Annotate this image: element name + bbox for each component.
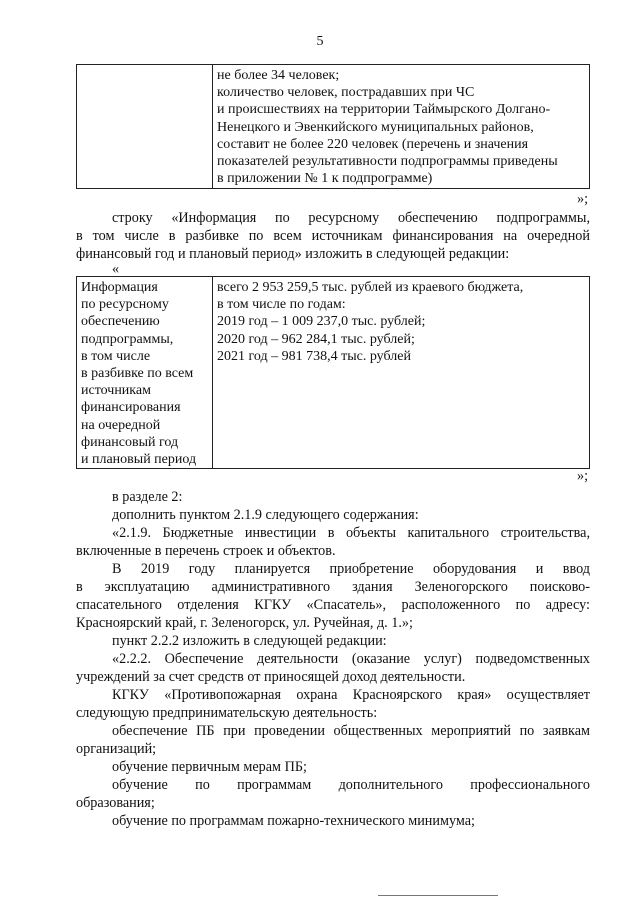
scan-artifact-line	[378, 895, 498, 896]
kgku-line-1: КГКУ «Противопожарная охрана Красноярского края» осуществляет	[112, 687, 590, 703]
table-line: в разбивке по всем	[81, 366, 194, 382]
table-line: по ресурсному	[81, 297, 169, 313]
table-line: Ненецкого и Эвенкийского муниципальных районов,	[217, 119, 534, 135]
table-line: источникам	[81, 383, 151, 399]
item-219-line-2: включенные в перечень строек и объектов.	[76, 543, 336, 559]
kgku-line-2: следующую предпринимательскую деятельность:	[76, 705, 378, 721]
table-line: подпрограммы,	[81, 331, 174, 347]
table-line: количество человек, пострадавших при ЧС	[217, 85, 475, 101]
indicators-right-cell	[213, 65, 590, 189]
pb-line-1: обеспечение ПБ при проведении общественных мероприятий по заявкам	[112, 723, 590, 739]
item-219-line-1: «2.1.9. Бюджетные инвестиции в объекты капитального строительства,	[112, 525, 590, 541]
table-line: финансовый год	[81, 434, 179, 450]
plan-line-3: спасательного отделения КГКУ «Спасатель», расположенного по адресу:	[76, 597, 590, 613]
train-fire-line: обучение по программам пожарно-технического минимума;	[112, 813, 475, 829]
item-222-line-2: учреждений за счет средств от приносящей доход деятельности.	[76, 669, 466, 685]
table-line: в том числе по годам:	[217, 297, 346, 313]
table-line: не более 34 человек;	[217, 68, 340, 83]
add-item-line: дополнить пунктом 2.1.9 следующего содержания:	[112, 507, 419, 523]
table-line: на очередной	[81, 417, 161, 433]
intro-line-3: финансовый год и плановый период» изложить в следующей редакции:	[76, 246, 510, 262]
table-line: и плановый период	[81, 452, 197, 468]
train-prof-line-1: обучение по программам дополнительного профессионального	[112, 777, 590, 793]
table-line: всего 2 953 259,5 тыс. рублей из краевого бюджета,	[217, 280, 524, 295]
closing-quote: »;	[577, 191, 589, 207]
item-222-intro: пункт 2.2.2 изложить в следующей редакции:	[112, 633, 387, 649]
section-2-heading: в разделе 2:	[112, 489, 183, 505]
pb-line-2: организаций;	[76, 741, 157, 757]
plan-line-1: В 2019 году планируется приобретение оборудования и ввод	[112, 561, 590, 577]
table-line: 2021 год – 981 738,4 тыс. рублей	[217, 348, 411, 364]
table-line: составит не более 220 человек (перечень и значения	[217, 136, 529, 152]
table-line: в приложении № 1 к подпрограмме)	[217, 171, 433, 187]
table-line: показателей результативности подпрограммы приведены	[217, 154, 558, 170]
plan-line-4: Красноярский край, г. Зеленогорск, ул. Ручейная, д. 1.»;	[76, 615, 413, 631]
item-222-line-1: «2.2.2. Обеспечение деятельности (оказание услуг) подведомственных	[112, 651, 590, 667]
intro-line-1: строку «Информация по ресурсному обеспечению подпрограммы,	[112, 210, 590, 226]
funding-label-cell	[77, 277, 213, 469]
closing-quote: »;	[577, 468, 589, 484]
table-line: финансирования	[81, 400, 181, 416]
funding-table	[76, 276, 590, 469]
table-line: и происшествиях на территории Таймырского Долгано-	[217, 102, 551, 118]
table-line: в том числе	[81, 348, 151, 364]
table-line: Информация	[81, 280, 158, 295]
table-line: 2019 год – 1 009 237,0 тыс. рублей;	[217, 314, 426, 330]
plan-line-2: в эксплуатацию административного здания Зеленогорского поисково-	[76, 579, 590, 595]
train-prof-line-2: образования;	[76, 795, 155, 811]
indicators-table	[76, 64, 590, 189]
table-line: 2020 год – 962 284,1 тыс. рублей;	[217, 331, 415, 347]
table-line: обеспечению	[81, 314, 160, 330]
intro-line-2: в том числе в разбивке по всем источникам финансирования на очередной	[76, 228, 590, 244]
train-primary-line: обучение первичным мерам ПБ;	[112, 759, 307, 775]
page-number: 5	[316, 34, 324, 49]
indicators-left-cell	[77, 65, 213, 189]
funding-value-cell	[213, 277, 590, 469]
opening-quote: «	[112, 261, 120, 277]
